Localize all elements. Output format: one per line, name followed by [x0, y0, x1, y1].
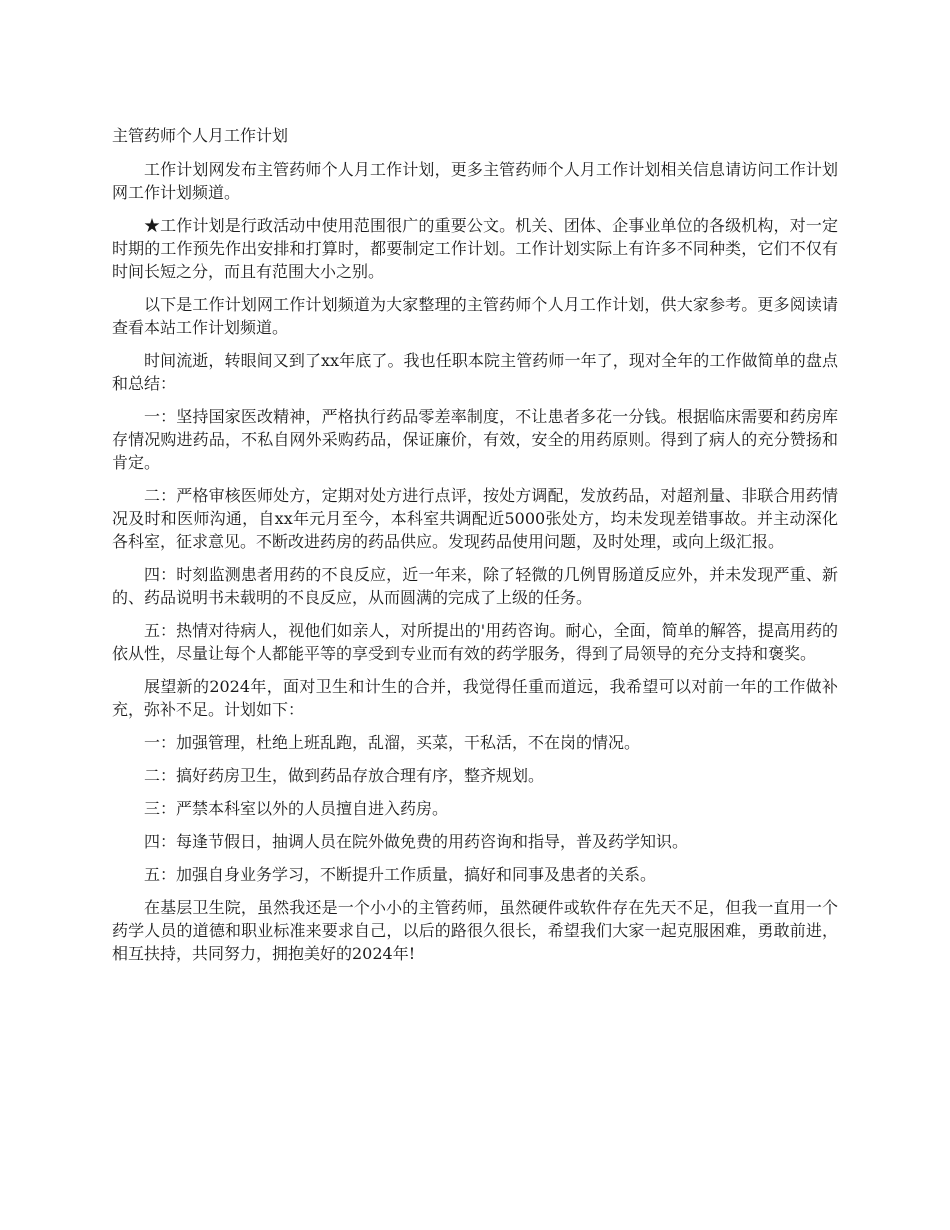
paragraph: 时间流逝，转眼间又到了xx年底了。我也任职本院主管药师一年了，现对全年的工作做简单的盘点和总结：	[112, 351, 838, 393]
paragraph: 五：热情对待病人，视他们如亲人，对所提出的'用药咨询。耐心，全面，简单的解答，提高用药的依从性，尽量让每个人都能平等的享受到专业而有效的药学服务，得到了局领导的充分支持和褒奖。	[112, 621, 838, 663]
paragraph: 四：时刻监测患者用药的不良反应，近一年来，除了轻微的几例胃肠道反应外，并未发现严重、新的、药品说明书未载明的不良反应，从而圆满的完成了上级的任务。	[112, 565, 838, 607]
paragraph: 三：严禁本科室以外的人员擅自进入药房。	[144, 799, 449, 818]
paragraph: ★工作计划是行政活动中使用范围很广的重要公文。机关、团体、企事业单位的各级机构，对一定时期的工作预先作出安排和打算时，都要制定工作计划。工作计划实际上有许多不同种类，它们不仅有时间长短之分，而且有范围大小之别。	[112, 216, 838, 281]
paragraph: 以下是工作计划网工作计划频道为大家整理的主管药师个人月工作计划，供大家参考。更多阅读请查看本站工作计划频道。	[112, 295, 838, 337]
paragraph: 一：加强管理，杜绝上班乱跑，乱溜，买菜，干私活，不在岗的情况。	[144, 733, 641, 752]
paragraph: 四：每逢节假日，抽调人员在院外做免费的用药咨询和指导，普及药学知识。	[144, 832, 689, 851]
paragraph: 工作计划网发布主管药师个人月工作计划，更多主管药师个人月工作计划相关信息请访问工作计划网工作计划频道。	[112, 160, 838, 202]
paragraph: 二：严格审核医师处方，定期对处方进行点评，按处方调配，发放药品，对超剂量、非联合用药情况及时和医师沟通，自xx年元月至今，本科室共调配近5000张处方，均未发现差错事故。并主动深化各科室，征求意见。不断改进药房的药品供应。发现药品使用问题，及时处理，或向上级汇报。	[112, 486, 838, 551]
paragraph: 在基层卫生院，虽然我还是一个小小的主管药师，虽然硬件或软件存在先天不足，但我一直用一个药学人员的道德和职业标准来要求自己，以后的路很久很长，希望我们大家一起克服困难，勇敢前进，相互扶持，共同努力，拥抱美好的2024年!	[112, 898, 838, 963]
paragraph: 展望新的2024年，面对卫生和计生的合并，我觉得任重而道远，我希望可以对前一年的工作做补充，弥补不足。计划如下：	[112, 677, 838, 719]
paragraph: 一：坚持国家医改精神，严格执行药品零差率制度，不让患者多花一分钱。根据临床需要和药房库存情况购进药品，不私自网外采购药品，保证廉价，有效，安全的用药原则。得到了病人的充分赞扬和肯定。	[112, 407, 838, 472]
document-title: 主管药师个人月工作计划	[112, 126, 289, 145]
paragraph: 二：搞好药房卫生，做到药品存放合理有序，整齐规划。	[144, 766, 545, 785]
paragraph: 五：加强自身业务学习，不断提升工作质量，搞好和同事及患者的关系。	[144, 865, 657, 884]
